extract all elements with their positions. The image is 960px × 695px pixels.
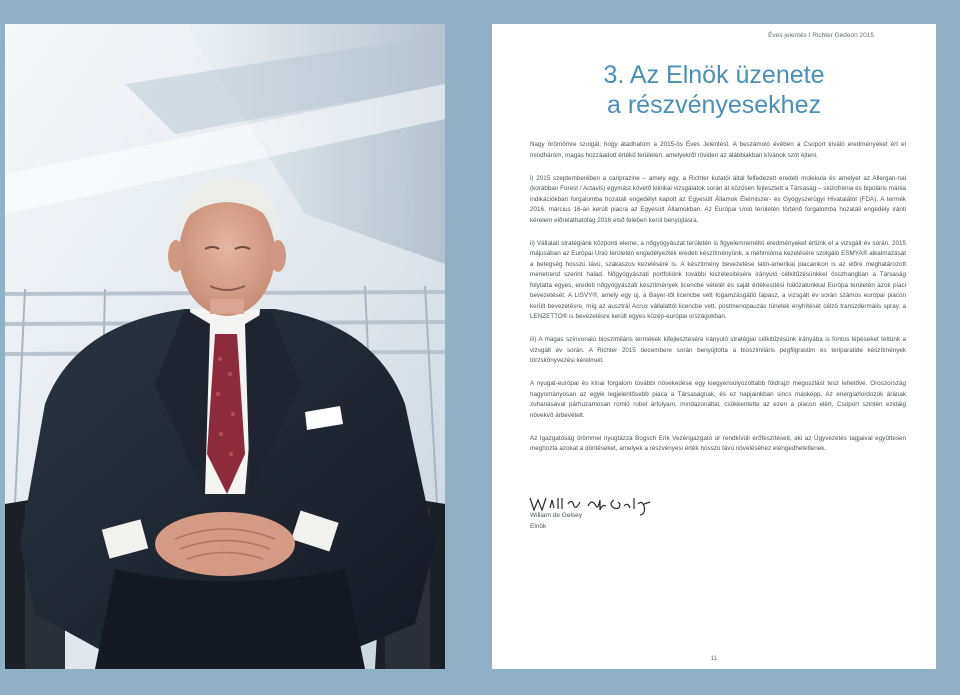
signer-name: William de Gelsey xyxy=(530,512,583,519)
letter-body xyxy=(530,140,906,467)
page-title-line-2: a részvényesekhez xyxy=(606,91,821,119)
chairman-portrait-photo xyxy=(5,24,445,669)
running-head: Éves jelentés I Richter Gedeon 2015 xyxy=(768,32,874,39)
paragraph-biosimilars: iii) A magas színvonalú bioszimiláris termékek kifejlesztésére irányuló stratégiai célkitűzésünk irányába is fontos lépéseket tettünk a vizsgált év során. A Richter 2015 decembere során benyújtotta a bioszimiláris pegfilgrastim és teriparatide készítmények törzskönyvezési kérelmeit. xyxy=(530,336,906,364)
letter-page xyxy=(492,24,936,669)
paragraph-board: Az Igazgatóság örömmel nyugtázza Bogsch Erik Vezérigazgató úr rendkívüli erőfeszítéseit, aki az Ügyvezetés tagjaival együttesen meghozta azokat a döntéseket, amelyek a részvényesi érték hosszú távú növeléséhez elengedhetetlenek. xyxy=(530,434,906,452)
paragraph-intro: Nagy örömömre szolgál, hogy átadhatom a 2015-ös Éves Jelentést. A beszámoló évében a Csoport kiváló eredményeket ért el mindhárom, magas hozzáadott értékű területen, amelyekről röviden az alábbiakban kívánok szót ejteni. xyxy=(530,141,906,159)
paragraph-womens-health: ii) Vállalati stratégiánk központi eleme, a nőgyógyászat területén is figyelemreméltó eredményeket értünk el a vizsgált év során. 2015 májusában az Európai Unió területén engedélyezték eredeti készítményünk, a méhmióma kezelésére szolgáló ESMYA® alkalmazását a betegség hosszú távú, szakaszos kezelésére is. A készítmény bevezetése latin-amerikai piacainkon is az előre meghatározott menetrend szerint halad. Nőgyógyászati portfoliónk további kiszélesítésére irányuló célkitűzésünkkel összhangban a Társaság folytatta egyes, eredeti nőgyógyászati készítmények licencbe vételét és saját értékesítési hálózatunkkal Európa területén azok piaci bevezetését. A LISVY®, amely egy új, a Bayer-től licencbe vett fogamzásgátló tapasz, a vizsgált év során számos európai piacon került bevezetésre, míg az ausztrál Acrux vállalattól licencbe vett, postmenopauzás tünetek enyhítését célzó transzdermális spray, a LENZETTO® is bevezetésre került egyes közép-európai országokban. xyxy=(530,239,906,320)
signer-block xyxy=(530,510,582,532)
page-title-line-1: 3. Az Elnök üzenete xyxy=(603,61,825,89)
page-number: 11 xyxy=(710,655,718,662)
page-title xyxy=(492,60,936,120)
signer-role: Elnök xyxy=(530,523,547,530)
paragraph-markets: A nyugat-európai és kínai forgalom további növekedése egy kiegyensúlyozottabb földrajzi megoszlást tesz lehetővé. Oroszország hagyományosan az egyik legjelentősebb piaca a Társaságnak, és ez napjainkban sincs másképp. Az energiahordozók árának zuhanásával párhuzamosan romló rubel árfolyam, mindazonáltal, csökkentette az ezen a piacon elért, Csoport szintén ezidáig növekvő árbevételt. xyxy=(530,380,906,419)
paragraph-cariprazine: i) 2015 szeptemberében a cariprazine – amely egy, a Richter kutatói által felfedezett eredeti molekula és amelyet az Allergan-nal (korábban Forest / Actavis) egymást követő klinikai vizsgálatok során át közösen fejlesztett a Társaság – skizofrénia és bipoláris mánia indikációkban forgalomba hozatali engedélyt kapott az Egyesült Államok Élelmiszer- és Gyógyszerügyi Hivatalától (FDA). A termék 2016. március 16-án került piacra az Egyesült Államokban. Az Európai Unió területén történő forgalomba hozatali engedély iránti kérelem előreláthatólag 2016 első felében kerül benyújtásra. xyxy=(530,174,906,224)
